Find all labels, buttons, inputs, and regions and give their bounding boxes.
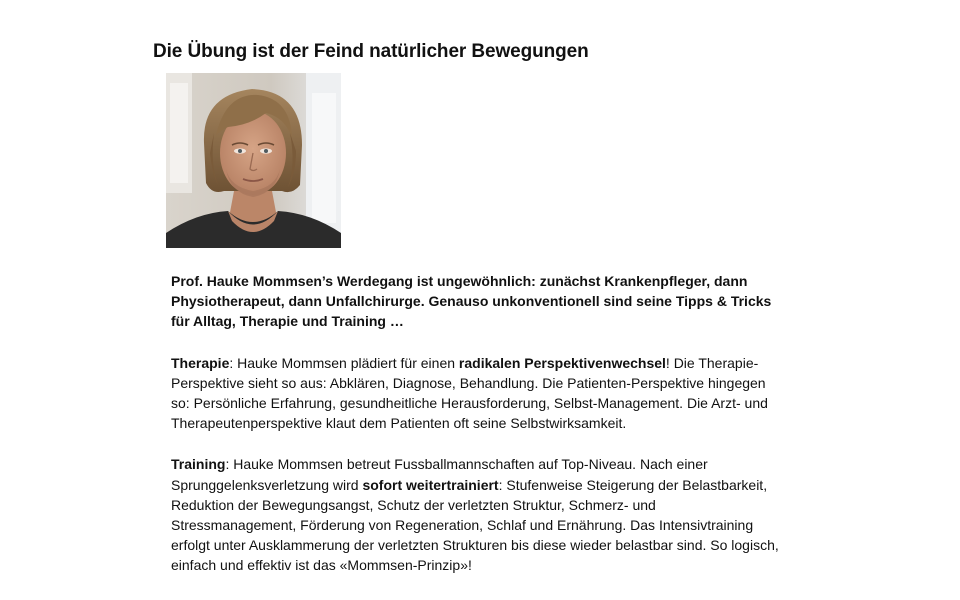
training-text-2: : Stufenweise Steigerung der Belastbarkeit, Reduktion der Bewegungsangst, Schutz der verletzten Struktur, Schmerz- und Stressmanagement, Förderung von Regeneration, Schlaf und Ernährung. Das Intensivtraining erfolgt unter Ausklammerung der verletzten Strukturen bis diese wieder belastbar sind. So logisch, einfach und effektiv ist das «Mommsen-Prinzip»! bbox=[171, 476, 779, 574]
intro-paragraph: Prof. Hauke Mommsen’s Werdegang ist ungewöhnlich: zunächst Krankenpfleger, dann Physiotherapeut, dann Unfallchirurge. Genauso unkonventionell sind seine Tipps & Tricks für Alltag, Therapie und Training … bbox=[171, 273, 772, 330]
training-text-1: : Hauke Mommsen betreut Fussballmannschaften auf Top-Niveau. Nach einer Sprunggelenksverletzung wird bbox=[171, 456, 708, 493]
article-title: Die Übung ist der Feind natürlicher Bewegungen bbox=[153, 41, 589, 62]
therapie-emphasis: radikalen Perspektivenwechsel bbox=[458, 354, 666, 371]
therapie-lead: Therapie bbox=[171, 354, 230, 371]
therapie-text-1: : Hauke Mommsen plädiert für einen bbox=[229, 354, 459, 371]
portrait-illustration bbox=[166, 73, 341, 248]
training-emphasis: sofort weitertrainiert bbox=[362, 476, 499, 493]
therapie-paragraph bbox=[171, 353, 781, 434]
portrait-photo bbox=[166, 73, 341, 248]
training-lead: Training bbox=[171, 456, 226, 473]
training-paragraph bbox=[171, 454, 781, 575]
article-body bbox=[171, 271, 781, 576]
therapie-text-2: ! Die Therapie-Perspektive sieht so aus: Abklären, Diagnose, Behandlung. Die Patienten-Perspektive hingegen so: Persönliche Erfahrung, gesundheitliche Herausforderung, Selbst-Management. Die Arzt- und Therapeutenperspektive klaut dem Patienten oft seine Selbstwirksamkeit. bbox=[171, 354, 768, 432]
